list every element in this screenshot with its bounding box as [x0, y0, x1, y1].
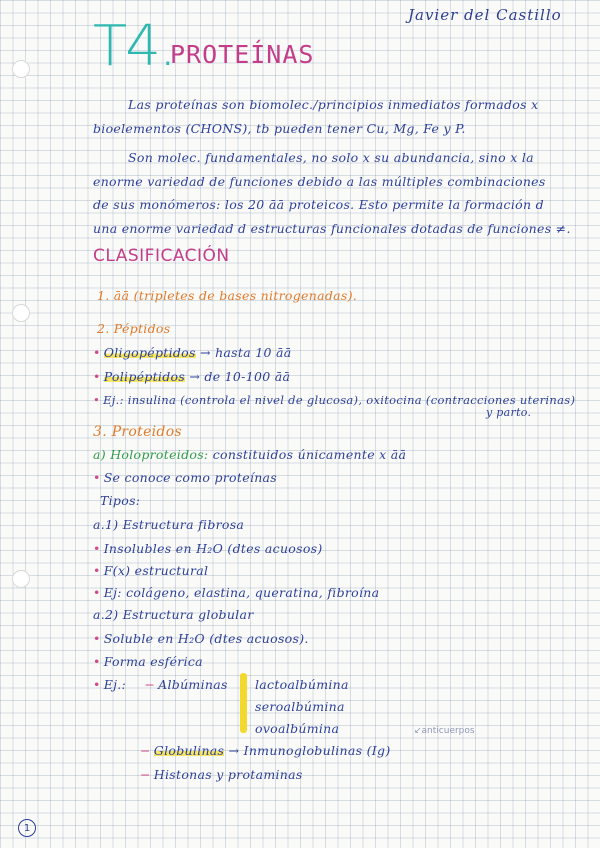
bullet-mark: • [93, 541, 101, 556]
globular-item-text: Soluble en H₂O (dtes acuosos). [103, 631, 309, 646]
oligopeptides-term: Oligopéptidos [103, 345, 196, 360]
topic-number: T4. [93, 14, 175, 79]
holoproteids-definition: constituidos únicamente x āā [212, 447, 407, 462]
types-label: Tipos: [100, 493, 141, 508]
polypeptides-term: Polipéptidos [103, 369, 186, 384]
binder-hole [12, 60, 30, 78]
arrow-icon: → [195, 345, 216, 360]
globulins-detail: Inmunoglobulinas (Ig) [243, 743, 391, 758]
polypeptides-line [93, 369, 290, 384]
brace-mark [240, 673, 247, 733]
holoproteids-term: a) Holoproteidos: [93, 447, 209, 462]
intro-line: una enorme variedad d estructuras funcionales dotadas de funciones ≠. [93, 221, 571, 236]
dash-mark: − [144, 677, 156, 692]
holoproteids-note-line [93, 470, 277, 485]
fibrous-item-text: Ej: colágeno, elastina, queratina, fibroína [103, 585, 380, 600]
bullet-mark: • [93, 585, 101, 600]
albumin-type: seroalbúmina [255, 699, 345, 714]
bullet-mark: • [93, 470, 101, 485]
peptides-example-line [93, 393, 575, 407]
holoproteids-note: Se conoce como proteínas [103, 470, 278, 485]
intro-line: de sus monómeros: los 20 āā proteicos. Esto permite la formación d [93, 197, 544, 212]
fibrous-title: a.1) Estructura fibrosa [93, 517, 245, 532]
albumin-type: lactoalbúmina [255, 677, 349, 692]
fibrous-item [93, 563, 208, 578]
author-name: Javier del Castillo [408, 6, 562, 24]
dash-mark: − [140, 767, 151, 782]
binder-hole [12, 570, 30, 588]
globular-item [93, 631, 309, 646]
item-peptides-title: 2. Péptidos [97, 321, 171, 336]
page-number: 1 [18, 819, 36, 837]
histones-text: Histonas y protaminas [153, 767, 303, 782]
example-line [93, 677, 228, 692]
intro-line: enorme variedad de funciones debido a las múltiples combinaciones [93, 174, 546, 189]
intro-line: Las proteínas son biomolec./principios inmediatos formados x [128, 97, 539, 112]
bullet-mark: • [93, 631, 101, 646]
bullet-mark: • [93, 369, 101, 384]
oligopeptides-detail: hasta 10 āā [215, 345, 292, 360]
peptides-example-cont: y parto. [486, 406, 532, 419]
fibrous-item-text: F(x) estructural [103, 563, 209, 578]
classification-heading: CLASIFICACIÓN [93, 246, 230, 266]
histones-line [140, 767, 303, 782]
peptides-example: Ej.: insulina (controla el nivel de glucosa), oxitocina (contracciones uterinas) [103, 393, 576, 407]
fibrous-item-text: Insolubles en H₂O (dtes acuosos) [103, 541, 323, 556]
intro-line: Son molec. fundamentales, no solo x su abundancia, sino x la [128, 150, 534, 165]
topic-title: PROTEÍNAS [170, 40, 315, 69]
oligopeptides-line [93, 345, 292, 360]
globular-item [93, 654, 203, 669]
binder-hole [12, 304, 30, 322]
globulins-label: Globulinas [153, 743, 225, 758]
albumin-type: ovoalbúmina [255, 721, 340, 736]
bullet-mark: • [93, 654, 101, 669]
globular-title: a.2) Estructura globular [93, 607, 254, 622]
antibodies-note-text: anticuerpos [421, 726, 475, 736]
intro-line: bioelementos (CHONS), tb pueden tener Cu, Mg, Fe y P. [93, 121, 466, 136]
item-proteids-title: 3. Proteidos [93, 424, 182, 440]
fibrous-item [93, 585, 379, 600]
arrow-icon: → [185, 369, 205, 384]
globulins-line [140, 743, 391, 758]
bullet-mark: • [93, 393, 101, 407]
bullet-mark: • [93, 345, 101, 360]
item-aminoacids: 1. āā (tripletes de bases nitrogenadas). [97, 288, 358, 303]
globular-item-text: Forma esférica [103, 654, 203, 669]
fibrous-item [93, 541, 323, 556]
bullet-mark: • [93, 677, 101, 692]
albuminas-label: Albúminas [158, 677, 228, 692]
bullet-mark: • [93, 563, 101, 578]
polypeptides-detail: de 10-100 āā [204, 369, 291, 384]
holoproteids-line [93, 447, 406, 462]
dash-mark: − [140, 743, 151, 758]
arrow-icon: → [224, 743, 244, 758]
example-label: Ej.: [103, 677, 127, 692]
antibodies-note: ↙anticuerpos [414, 726, 475, 736]
